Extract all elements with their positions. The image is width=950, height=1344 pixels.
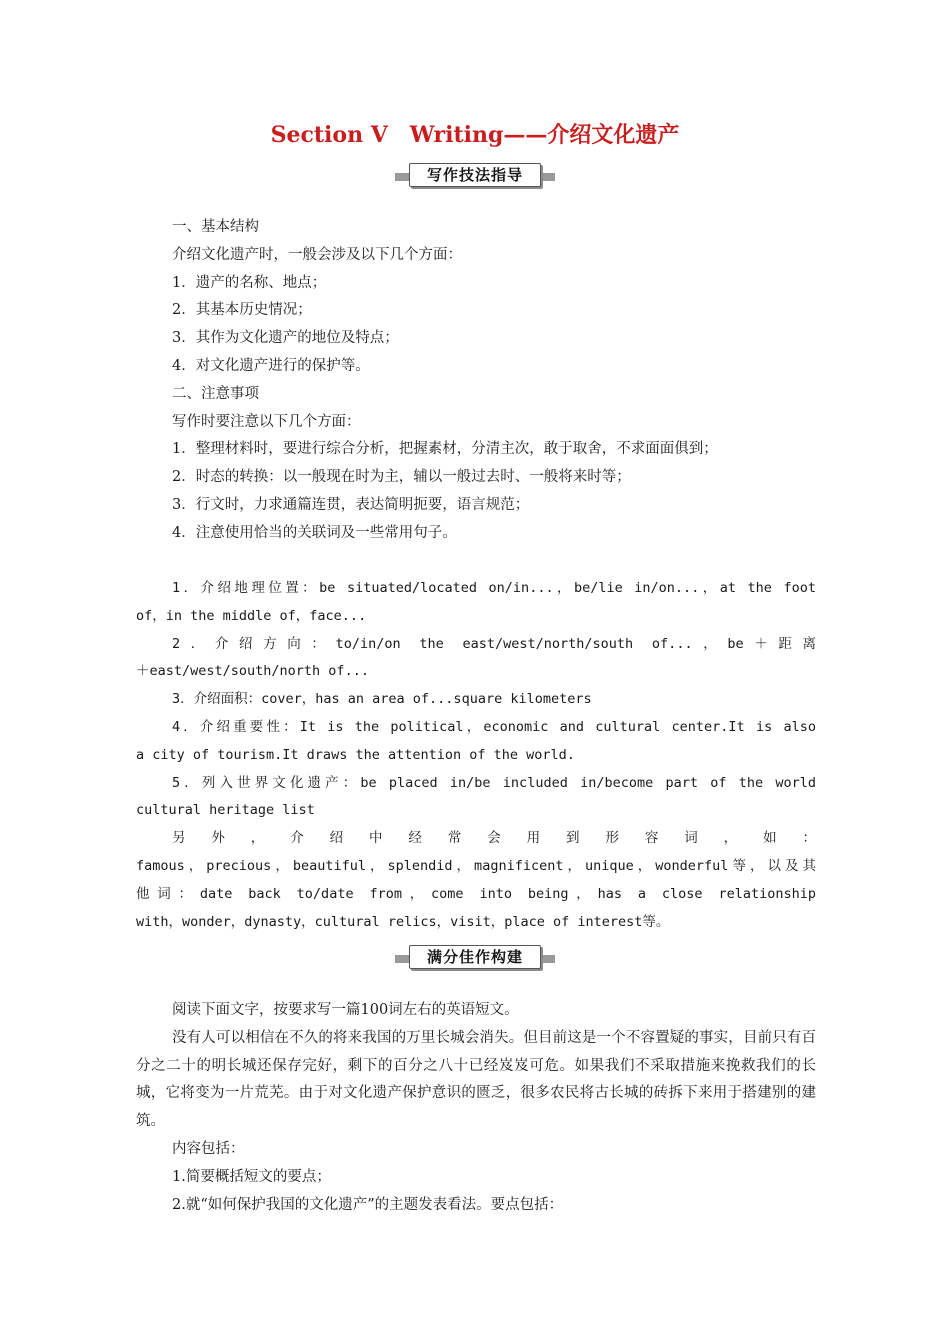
phrase-importance-line2: a city of tourism.It draws the attention of the world.: [136, 746, 575, 763]
structure-item: 2．其基本历史情况；: [172, 302, 312, 319]
phrase-location-line2: of，in the middle of，face...: [136, 607, 367, 624]
page-title: Section Ⅴ Writing——介绍文化遗产: [270, 122, 680, 148]
phrase-extra-line3: 他词：date back to/date from，come into being，has a close relationship: [136, 885, 816, 902]
phrase-direction-line2: ＋east/west/south/north of...: [136, 663, 369, 680]
phrase-importance-line1: 4．介绍重要性：It is the political，economic and cultural center.It is also: [172, 718, 816, 735]
notes-item: 1．整理材料时，要进行综合分析，把握素材，分清主次，敢于取舍，不求面面俱到；: [172, 441, 718, 458]
structure-item: 1．遗产的名称、地点；: [172, 274, 327, 291]
notes-item: 3．行文时，力求通篇连贯，表达简明扼要，语言规范；: [172, 496, 530, 513]
structure-heading: 一、基本结构: [172, 219, 259, 235]
phrase-extra-line2: famous，precious，beautiful，splendid，magnificent，unique，wonderful等，以及其: [136, 857, 816, 874]
phrase-direction-line1: 2．介绍方向：to/in/on the east/west/north/south of...，be＋距离: [172, 635, 816, 652]
phrase-area: 3．介绍面积：cover，has an area of...square kilometers: [172, 691, 592, 708]
structure-and-notes: [136, 214, 816, 548]
phrase-heritage-line2: cultural heritage list: [136, 802, 315, 819]
task-requirement: 1.简要概括短文的要点；: [172, 1168, 331, 1185]
notes-item: 2．时态的转换：以一般现在时为主，辅以一般过去时、一般将来时等；: [172, 469, 631, 486]
notes-item: 4．注意使用恰当的关联词及一些常用句子。: [172, 524, 457, 541]
banner-label: 满分佳作构建: [409, 945, 541, 969]
structure-item: 4．对文化遗产进行的保护等。: [172, 357, 370, 374]
phrase-heritage-line1: 5．列入世界文化遗产：be placed in/be included in/become part of the world: [172, 774, 816, 791]
task-content-label: 内容包括：: [172, 1140, 245, 1157]
notes-intro: 写作时要注意以下几个方面：: [172, 413, 361, 430]
structure-intro: 介绍文化遗产时，一般会涉及以下几个方面：: [172, 246, 462, 263]
section-banner-writing-skills: [395, 163, 555, 187]
structure-item: 3．其作为文化遗产的地位及特点；: [172, 330, 399, 347]
phrase-location-line1: 1．介绍地理位置：be situated/located on/in...，be/lie in/on...，at the foot: [172, 580, 816, 596]
useful-phrases: [136, 575, 816, 936]
task-requirement: 2.就“如何保护我国的文化遗产”的主题发表看法。要点包括：: [172, 1196, 564, 1213]
task-instruction: 阅读下面文字，按要求写一篇100词左右的英语短文。: [172, 1002, 519, 1018]
banner-label: 写作技法指导: [409, 163, 541, 187]
phrase-extra-line1: 另外，介绍中经常会用到形容词，如：: [172, 830, 816, 847]
notes-heading: 二、注意事项: [172, 385, 259, 402]
task-passage: 没有人可以相信在不久的将来我国的万里长城会消失。但目前这是一个不容置疑的事实，目前只有百分之二十的明长城还保存完好，剩下的百分之八十已经岌岌可危。如果我们不采取措施来挽救我们的长城，它将变为一片荒芜。由于对文化遗产保护意识的匮乏，很多农民将古长城的砖拆下来用于搭建别的建筑。: [136, 1029, 816, 1130]
section-banner-model-essay: [395, 945, 555, 969]
writing-task: [136, 997, 816, 1219]
phrase-extra-line4: with，wonder，dynasty，cultural relics，visit，place of interest等。: [136, 913, 670, 930]
